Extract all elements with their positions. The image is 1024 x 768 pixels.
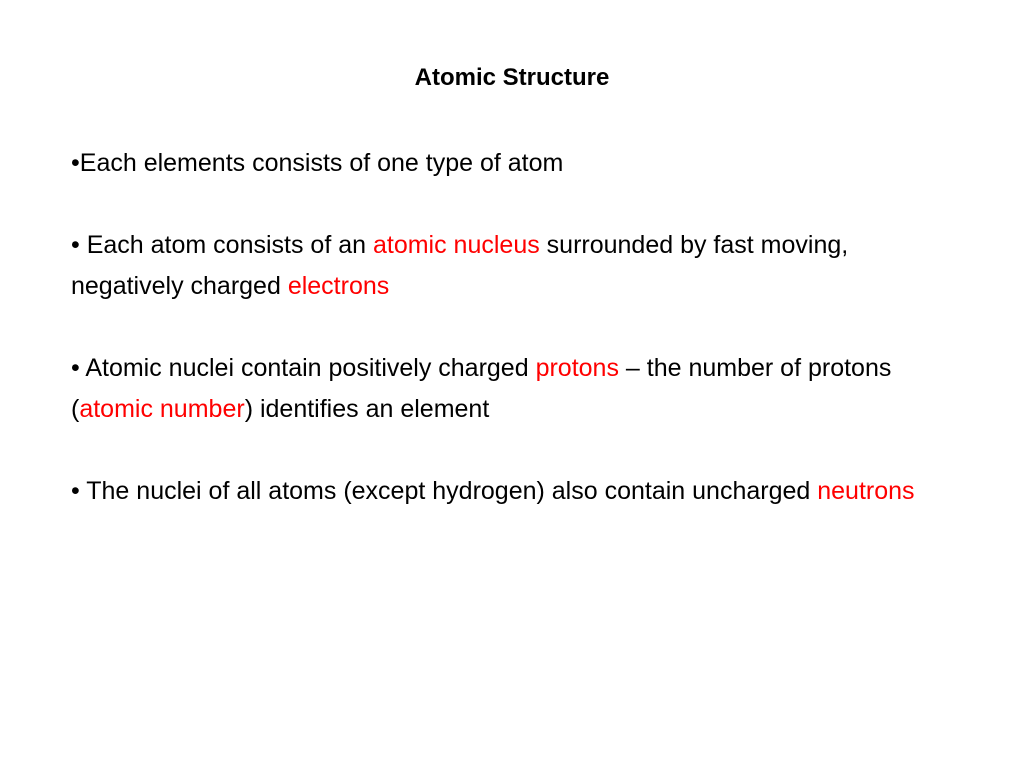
bullet-item <box>71 348 951 430</box>
bullet-item <box>71 225 951 307</box>
bullet-marker: • <box>71 149 80 177</box>
highlighted-term: atomic number <box>79 395 245 423</box>
bullet-list <box>71 143 951 553</box>
slide-title: Atomic Structure <box>414 64 610 91</box>
bullet-marker: • <box>71 354 80 382</box>
highlighted-term: electrons <box>287 272 390 300</box>
bullet-text: Each atom consists of an <box>79 231 373 259</box>
bullet-text: Each elements consists of one type of atom <box>79 149 564 177</box>
bullet-text: surrounded by fast moving, negatively charged <box>71 231 849 300</box>
bullet-text: – the number of protons ( <box>71 354 892 423</box>
highlighted-term: atomic nucleus <box>372 231 540 259</box>
bullet-marker: • <box>71 231 80 259</box>
bullet-text: Atomic nuclei contain positively charged <box>79 354 536 382</box>
bullet-text: ) identifies an element <box>244 395 490 423</box>
bullet-item <box>71 143 951 184</box>
bullet-text: The nuclei of all atoms (except hydrogen) also contain uncharged <box>79 477 818 505</box>
bullet-marker: • <box>71 477 80 505</box>
highlighted-term: neutrons <box>817 477 915 505</box>
highlighted-term: protons <box>535 354 619 382</box>
bullet-item <box>71 471 951 512</box>
